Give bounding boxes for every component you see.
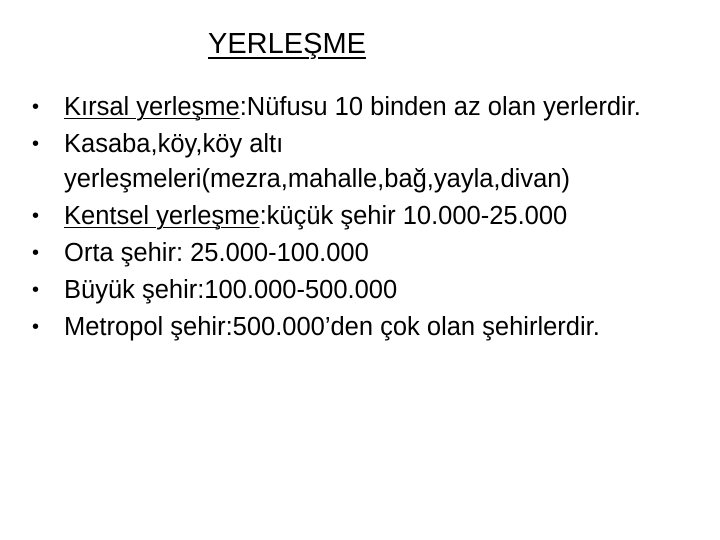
bullet-text: Kasaba,köy,köy altı yerleşmeleri(mezra,mahalle,bağ,yayla,divan) bbox=[64, 130, 570, 193]
bullet-text: :küçük şehir 10.000-25.000 bbox=[259, 202, 568, 230]
bullet-text: Orta şehir: 25.000-100.000 bbox=[64, 239, 369, 267]
bullet-text: Büyük şehir:100.000-500.000 bbox=[64, 276, 398, 304]
bullet-term: Kırsal yerleşme bbox=[64, 93, 240, 121]
bullet-item-kentsel-yerlesme bbox=[30, 199, 700, 234]
bullet-dot: • bbox=[32, 96, 40, 118]
bullet-dot: • bbox=[32, 205, 40, 227]
bullet-term: Kentsel yerleşme bbox=[64, 202, 260, 230]
bullet-item-kirsal-yerlesme bbox=[30, 90, 700, 125]
bullet-dot: • bbox=[32, 242, 40, 264]
bullet-list bbox=[30, 90, 700, 347]
bullet-dot: • bbox=[32, 316, 40, 338]
bullet-item-metropol-sehir bbox=[30, 310, 700, 345]
slide-title: YERLEŞME bbox=[208, 28, 366, 60]
bullet-dot: • bbox=[32, 279, 40, 301]
bullet-dot: • bbox=[32, 133, 40, 155]
bullet-item-buyuk-sehir bbox=[30, 273, 700, 308]
bullet-text: :Nüfusu 10 binden az olan yerlerdir. bbox=[239, 93, 641, 121]
bullet-text: Metropol şehir:500.000’den çok olan şehirlerdir. bbox=[64, 313, 600, 341]
bullet-item-kasaba-koy bbox=[30, 127, 700, 197]
bullet-item-orta-sehir bbox=[30, 236, 700, 271]
